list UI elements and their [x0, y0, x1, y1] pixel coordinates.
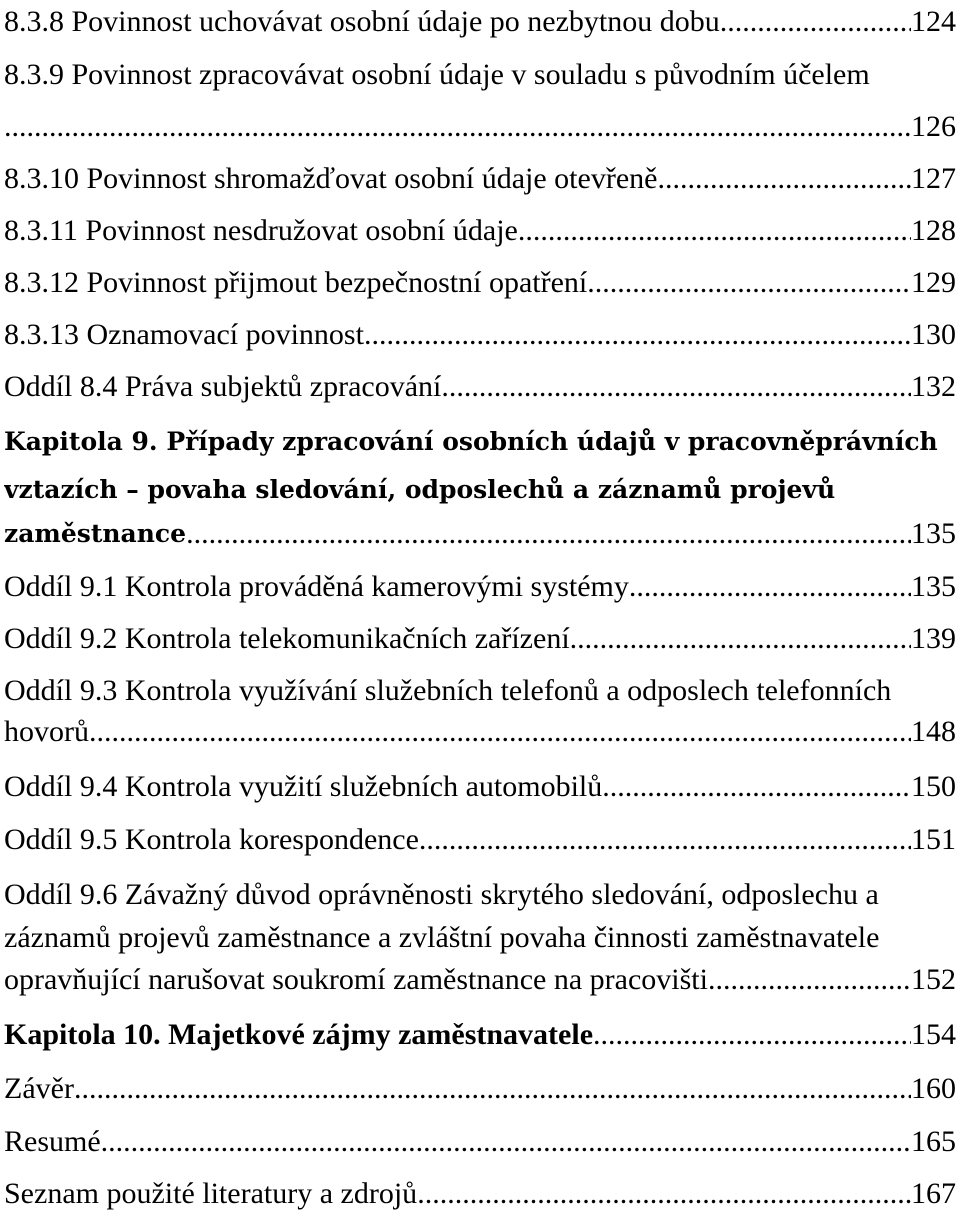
toc-entry-title: Kapitola 9. Případy zpracování osobních údajů v pracovněprávních — [4, 427, 938, 456]
toc-entry-title: vztazích – povaha sledování, odposlechů a záznamů projevů — [4, 475, 836, 504]
toc-entry[interactable] — [4, 261, 956, 305]
toc-page-number: 124 — [911, 5, 956, 38]
toc-chapter-entry[interactable] — [4, 1013, 956, 1057]
toc-leader-dots — [570, 617, 911, 661]
toc-entry[interactable] — [4, 1172, 956, 1216]
toc-entry-title: Kapitola 10. Majetkové zájmy zaměstnavatele — [4, 1018, 594, 1051]
toc-entry[interactable] — [4, 818, 956, 862]
toc-leader-dots — [587, 261, 911, 305]
toc-entry[interactable] — [4, 0, 956, 44]
toc-leader-dots — [602, 765, 911, 809]
toc-entry-title: 8.3.8 Povinnost uchovávat osobní údaje po nezbytnou dobu — [4, 5, 720, 38]
toc-entry-title: Oddíl 8.4 Práva subjektů zpracování — [4, 370, 442, 403]
toc-leader-dots — [101, 1120, 911, 1164]
toc-page-number: 165 — [911, 1125, 956, 1158]
toc-entry-title: 8.3.12 Povinnost přijmout bezpečnostní opatření — [4, 266, 588, 299]
toc-leader-dots — [186, 512, 911, 556]
toc-entry-title: Resumé — [4, 1125, 101, 1158]
toc-page-number: 135 — [911, 570, 956, 603]
toc-entry[interactable] — [4, 1120, 956, 1164]
toc-entry-title: opravňující narušovat soukromí zaměstnance na pracovišti — [4, 963, 708, 996]
toc-page-number: 154 — [911, 1018, 956, 1051]
toc-entry-title: Oddíl 9.5 Kontrola korespondence — [4, 823, 419, 856]
toc-page-number: 139 — [911, 622, 956, 655]
toc-entry-title: 8.3.9 Povinnost zpracovávat osobní údaje v souladu s původním účelem — [4, 58, 870, 91]
toc-entry-title: Oddíl 9.4 Kontrola využití služebních automobilů — [4, 770, 603, 803]
toc-leader-dots — [720, 0, 911, 44]
toc-entry[interactable] — [4, 565, 956, 609]
toc-entry[interactable] — [4, 765, 956, 809]
toc-entry-continuation[interactable] — [4, 105, 956, 149]
toc-entry-title: 8.3.11 Povinnost nesdružovat osobní údaje — [4, 214, 518, 247]
toc-entry[interactable] — [4, 1067, 956, 1111]
toc-entry[interactable] — [4, 617, 956, 661]
toc-leader-dots — [4, 105, 911, 149]
toc-chapter-entry-continuation[interactable] — [4, 512, 956, 556]
toc-leader-dots — [629, 565, 911, 609]
toc-entry-title: zaměstnance — [4, 519, 187, 548]
toc-leader-dots — [74, 1067, 911, 1111]
toc-entry-continuation[interactable] — [4, 958, 956, 1002]
toc-entry-title: záznamů projevů zaměstnance a zvláštní povaha činnosti zaměstnavatele — [4, 921, 880, 954]
toc-leader-dots — [518, 209, 911, 253]
toc-entry-title: Oddíl 9.2 Kontrola telekomunikačních zařízení — [4, 622, 570, 655]
toc-page-number: 135 — [911, 517, 956, 550]
toc-entry[interactable] — [4, 209, 956, 253]
toc-page-number: 129 — [911, 266, 956, 299]
toc-entry-title: Oddíl 9.3 Kontrola využívání služebních telefonů a odposlech telefonních — [4, 674, 892, 707]
toc-entry[interactable] — [4, 157, 956, 201]
toc-entry-continuation[interactable] — [4, 916, 956, 960]
toc-entry[interactable] — [4, 873, 956, 917]
toc-leader-dots — [708, 958, 911, 1002]
toc-leader-dots — [364, 313, 911, 357]
toc-page-number: 151 — [911, 823, 956, 856]
toc-page-number: 126 — [911, 110, 956, 143]
toc-leader-dots — [419, 818, 911, 862]
toc-leader-dots — [657, 157, 911, 201]
toc-leader-dots — [593, 1013, 911, 1057]
toc-entry-title: Oddíl 9.1 Kontrola prováděná kamerovými systémy — [4, 570, 629, 603]
toc-page-number: 127 — [911, 162, 956, 195]
toc-page-number: 152 — [911, 963, 956, 996]
toc-page-number: 167 — [911, 1177, 956, 1210]
toc-page-number: 128 — [911, 214, 956, 247]
toc-page-number: 130 — [911, 318, 956, 351]
toc-entry[interactable] — [4, 53, 956, 97]
toc-entry[interactable] — [4, 313, 956, 357]
toc-leader-dots — [89, 710, 911, 754]
toc-entry-title: 8.3.13 Oznamovací povinnost — [4, 318, 364, 351]
toc-entry-title: hovorů — [4, 715, 89, 748]
toc-page-number: 132 — [911, 370, 956, 403]
toc-chapter-entry-continuation[interactable] — [4, 468, 956, 512]
toc-page-number: 150 — [911, 770, 956, 803]
toc-page-number: 160 — [911, 1072, 956, 1105]
toc-chapter-entry[interactable] — [4, 420, 956, 464]
toc-entry-continuation[interactable] — [4, 710, 956, 754]
toc-entry-title: 8.3.10 Povinnost shromažďovat osobní údaje otevřeně — [4, 162, 658, 195]
toc-entry-title: Oddíl 9.6 Závažný důvod oprávněnosti skrytého sledování, odposlechu a — [4, 878, 879, 911]
toc-leader-dots — [441, 365, 911, 409]
toc-leader-dots — [417, 1172, 911, 1216]
toc-entry[interactable] — [4, 365, 956, 409]
toc-entry-title: Seznam použité literatury a zdrojů — [4, 1177, 418, 1210]
toc-page-number: 148 — [911, 715, 956, 748]
toc-entry-title: Závěr — [4, 1072, 74, 1105]
toc-entry[interactable] — [4, 669, 956, 713]
